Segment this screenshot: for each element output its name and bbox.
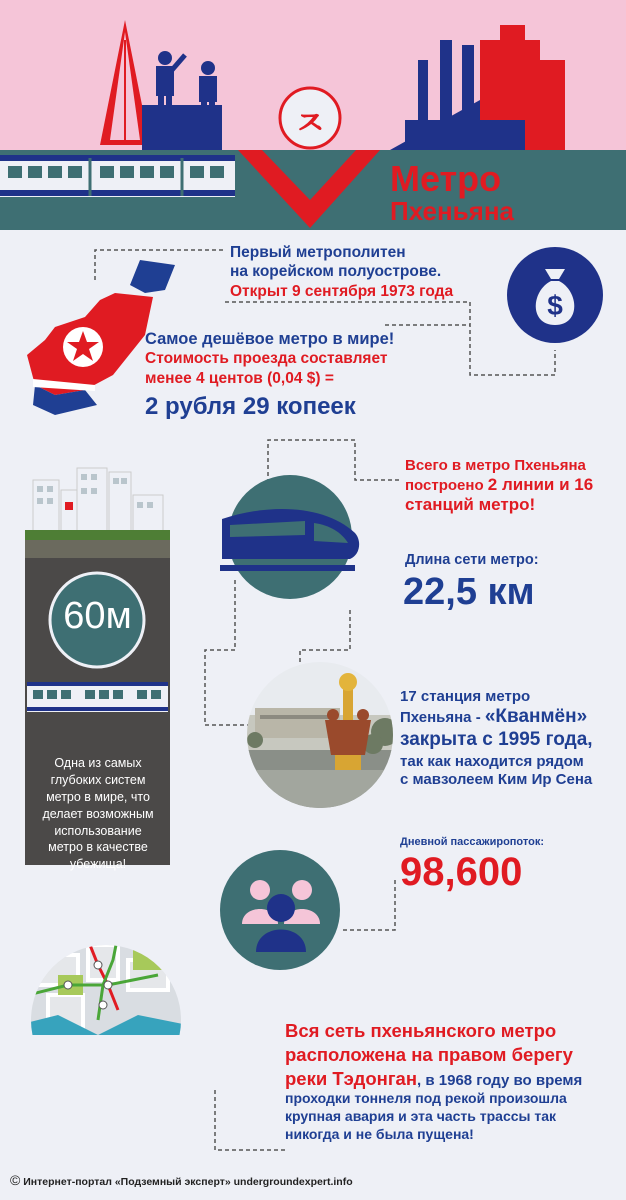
people-icon [218, 848, 348, 973]
river-line6: никогда и не была пущена! [285, 1126, 474, 1142]
first-metro-line1: Первый метрополитен [230, 244, 406, 261]
length-label: Длина сети метро: [405, 552, 539, 568]
station-closed-line2 [400, 706, 587, 729]
station-closed-line4: так как находится рядом [400, 753, 584, 770]
svg-text:$: $ [547, 290, 563, 321]
river-line3 [285, 1068, 582, 1090]
river-name: реки Тэдонган [285, 1068, 418, 1089]
depth-caption: Одна из самых глубоких систем метро в мире, что делает возможным использование метро в качестве убежища! [42, 756, 154, 872]
map-icon [18, 915, 188, 1035]
first-metro-line2: на корейском полуострове. [230, 263, 442, 280]
footer [10, 1172, 353, 1188]
header-banner [0, 0, 626, 230]
river-line4: проходки тоннеля под рекой произошла [285, 1090, 567, 1106]
lines-stations-count: 2 линии и 16 [487, 475, 594, 494]
page-subtitle: Пхеньяна [390, 196, 514, 226]
length-value: 22,5 км [403, 571, 535, 613]
river-line5: крупная авария и эта часть трассы так [285, 1108, 557, 1124]
station-closed-prefix: Пхеньяна - [400, 709, 485, 726]
river-line1: Вся сеть пхеньянского метро [285, 1020, 557, 1041]
lines-stations-line1: Всего в метро Пхеньяна [405, 457, 586, 474]
fare-line2: менее 4 центов (0,04 $) = [145, 370, 334, 387]
passenger-label: Дневной пассажиропоток: [400, 836, 545, 848]
depth-value: 60м [63, 595, 132, 637]
money-bag-icon [505, 245, 605, 345]
lines-stations-prefix: построено [405, 477, 488, 494]
metro-logo-glyph: ㅈ [293, 105, 327, 143]
station-closed-line5: с мавзолеем Ким Ир Сена [400, 771, 593, 788]
fare-rub: 2 рубля 29 копеек [145, 393, 356, 420]
subway-car-icon [0, 155, 235, 197]
passenger-value: 98,600 [400, 850, 523, 894]
opening-date: Открыт 9 сентября 1973 года [230, 283, 454, 300]
kwangmyong-station-photo [245, 660, 395, 810]
station-name: «Кванмён» [484, 706, 588, 727]
cheapest-heading: Самое дешёвое метро в мире! [145, 330, 395, 348]
footer-text: Интернет-портал «Подземный эксперт» undergroundexpert.info [23, 1176, 353, 1188]
fare-line1: Стоимость проезда составляет [145, 350, 388, 367]
station-closed-line1: 17 станция метро [400, 688, 531, 705]
train-icon [210, 475, 370, 600]
depth-column [25, 460, 170, 872]
lines-stations-line3: станций метро! [405, 495, 536, 514]
river-line3-rest: , в 1968 году во время [417, 1072, 583, 1089]
copyright-symbol: © [10, 1172, 21, 1188]
station-closed-line3: закрыта с 1995 года, [400, 729, 593, 750]
lines-stations-line2 [405, 475, 593, 495]
page-title: Метро [390, 158, 502, 199]
river-line2: расположена на правом берегу [285, 1044, 573, 1065]
city-icon [33, 468, 163, 535]
subway-car-icon [27, 682, 168, 712]
